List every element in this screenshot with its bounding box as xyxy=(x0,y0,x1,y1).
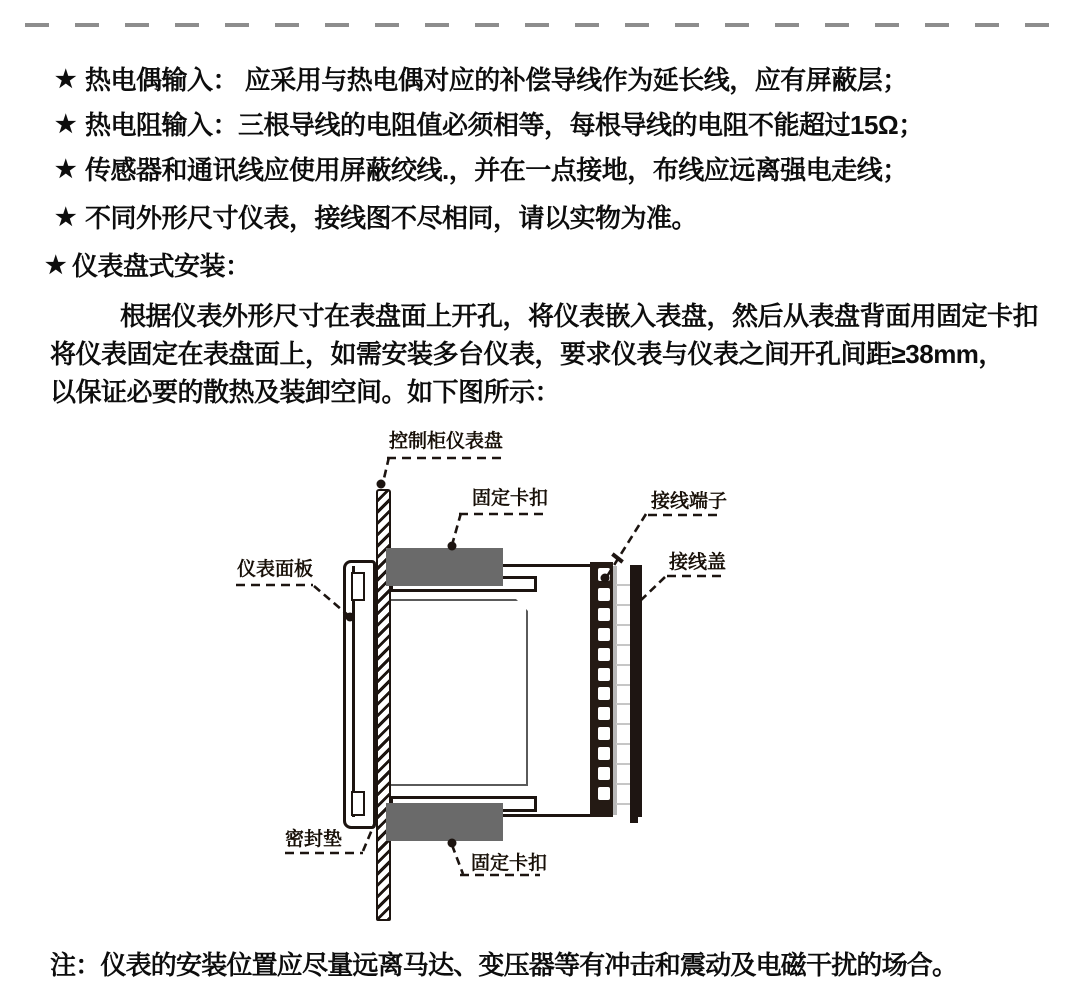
paragraph-line: 根据仪表外形尺寸在表盘面上开孔，将仪表嵌入表盘，然后从表盘背面用固定卡扣 xyxy=(120,301,1039,331)
bullet-text: 热电偶输入： 应采用与热电偶对应的补偿导线作为延长线，应有屏蔽层； xyxy=(85,65,908,95)
terminal-link-line xyxy=(616,703,630,705)
terminal-link-line xyxy=(616,624,630,626)
instrument-inner-case xyxy=(389,599,528,786)
label-front-panel: 仪表面板 xyxy=(237,559,314,580)
terminal-cover-bar xyxy=(630,565,642,817)
cover-top-tab xyxy=(611,552,624,563)
star-icon: ★ xyxy=(55,156,77,183)
star-icon: ★ xyxy=(55,204,77,231)
terminal-cell xyxy=(598,568,610,581)
label-terminal-cover: 接线盖 xyxy=(669,552,727,573)
terminal-block xyxy=(590,562,613,817)
bullet-panel-mount-heading xyxy=(45,252,251,280)
bullet-text: 仪表盘式安装： xyxy=(72,251,251,281)
terminal-cell xyxy=(598,747,610,760)
label-fixing-clamp-top: 固定卡扣 xyxy=(472,488,549,509)
terminal-link-line xyxy=(616,743,630,745)
label-fixing-clamp-bottom: 固定卡扣 xyxy=(471,853,548,874)
label-terminal: 接线端子 xyxy=(651,491,728,512)
terminal-link-line xyxy=(616,644,630,646)
terminal-link-line xyxy=(616,664,630,666)
bullet-text: 传感器和通讯线应使用屏蔽绞线.，并在一点接地，布线应远离强电走线； xyxy=(85,155,908,185)
terminal-cell xyxy=(598,648,610,661)
separator-dashed-line xyxy=(25,23,1057,27)
terminal-cell xyxy=(598,707,610,720)
terminal-cell xyxy=(598,687,610,700)
paragraph-line: 以保证必要的散热及装卸空间。如下图所示： xyxy=(50,377,561,407)
terminal-cell xyxy=(598,588,610,601)
cover-bottom-nub xyxy=(630,817,638,823)
star-icon: ★ xyxy=(45,252,67,279)
terminal-link-line xyxy=(616,763,630,765)
star-icon: ★ xyxy=(55,111,77,138)
bezel-clip-slot-top xyxy=(351,572,365,601)
terminal-link-line xyxy=(616,684,630,686)
terminal-cell xyxy=(598,668,610,681)
bullet-dimensions xyxy=(55,204,697,232)
terminal-link-line xyxy=(616,604,630,606)
terminal-link-line xyxy=(616,723,630,725)
terminal-cell xyxy=(598,628,610,641)
bullet-sensor-wiring xyxy=(55,156,908,184)
bullet-thermocouple xyxy=(55,66,908,94)
terminal-cell xyxy=(598,727,610,740)
label-control-cabinet-panel: 控制柜仪表盘 xyxy=(389,431,504,452)
fixing-clamp-bottom xyxy=(386,803,503,841)
fixing-clamp-top xyxy=(386,548,503,586)
terminal-link-line xyxy=(616,783,630,785)
bullet-text: 热电阻输入：三根导线的电阻值必须相等，每根导线的电阻不能超过15Ω； xyxy=(85,110,924,140)
bezel-face-line xyxy=(352,566,355,817)
terminal-cell xyxy=(598,767,610,780)
terminal-link-line xyxy=(616,803,630,805)
paragraph-line: 将仪表固定在表盘面上，如需安装多台仪表，要求仪表与仪表之间开孔间距≥38mm， xyxy=(50,339,1004,369)
star-icon: ★ xyxy=(55,66,77,93)
label-gasket: 密封垫 xyxy=(285,829,343,850)
terminal-link-line xyxy=(616,584,630,586)
bezel-clip-slot-bottom xyxy=(351,791,365,816)
terminal-cell xyxy=(598,787,610,800)
terminal-cell xyxy=(598,608,610,621)
install-note: 注：仪表的安装位置应尽量远离马达、变压器等有冲击和震动及电磁干扰的场合。 xyxy=(50,950,958,980)
bullet-rtd xyxy=(55,111,924,139)
bullet-text: 不同外形尺寸仪表，接线图不尽相同，请以实物为准。 xyxy=(85,203,698,233)
